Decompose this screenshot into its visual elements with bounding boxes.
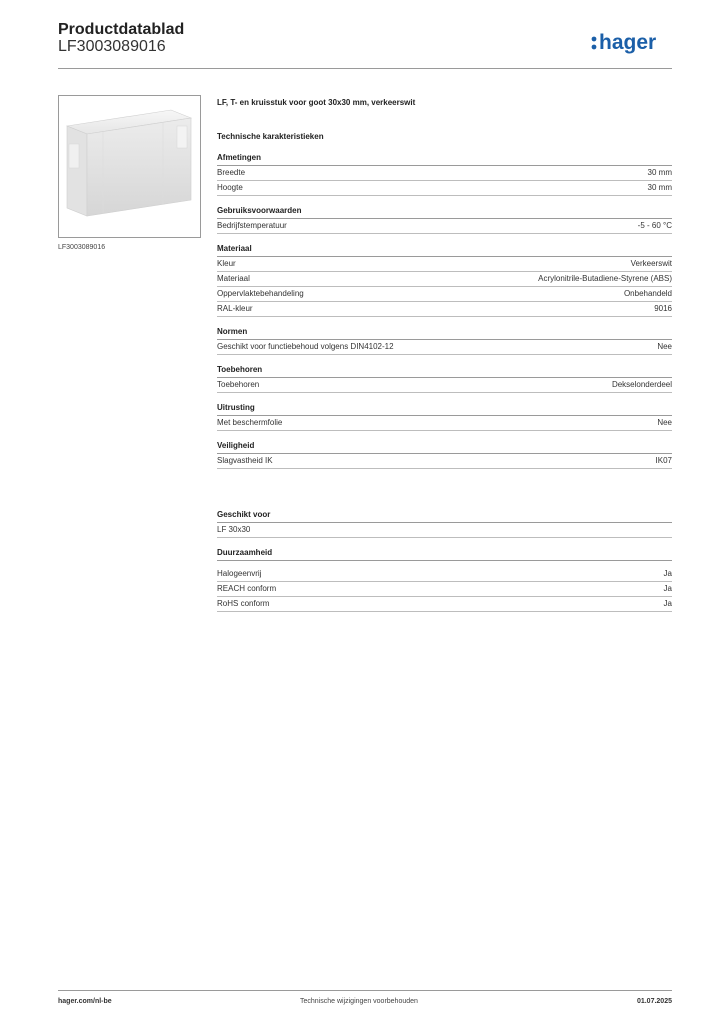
section-toebehoren bbox=[217, 364, 672, 393]
section-gebruiksvoorwaarden bbox=[217, 205, 672, 234]
spec-row bbox=[217, 181, 672, 196]
spec-value: Onbehandeld bbox=[623, 289, 672, 298]
spec-row bbox=[217, 523, 672, 538]
footer-disclaimer: Technische wijzigingen voorbehouden bbox=[300, 998, 418, 1005]
spec-value: Dekselonderdeel bbox=[611, 380, 672, 389]
section-materiaal bbox=[217, 243, 672, 317]
spec-row bbox=[217, 166, 672, 181]
spec-value: Ja bbox=[663, 569, 672, 578]
spec-label: LF 30x30 bbox=[217, 525, 251, 534]
spec-value: Verkeerswit bbox=[630, 259, 672, 268]
section-heading: Materiaal bbox=[217, 243, 672, 257]
spec-label: Met beschermfolie bbox=[217, 418, 283, 427]
spec-label: Oppervlaktebehandeling bbox=[217, 289, 304, 298]
spec-value: Ja bbox=[663, 599, 672, 608]
spec-label: Bedrijfstemperatuur bbox=[217, 221, 287, 230]
spec-label: REACH conform bbox=[217, 584, 277, 593]
section-uitrusting bbox=[217, 402, 672, 431]
section-normen bbox=[217, 326, 672, 355]
spec-label: Hoogte bbox=[217, 183, 243, 192]
hager-logo bbox=[591, 27, 675, 55]
spec-label: Toebehoren bbox=[217, 380, 260, 389]
spec-label: Breedte bbox=[217, 168, 246, 177]
spec-label: RAL-kleur bbox=[217, 304, 253, 313]
footer-date: 01.07.2025 bbox=[636, 998, 672, 1005]
document-title: Productdatablad bbox=[58, 21, 185, 38]
footer-website-link[interactable]: hager.com/nl-be bbox=[58, 998, 112, 1005]
section-afmetingen bbox=[217, 152, 672, 196]
section-veiligheid bbox=[217, 440, 672, 469]
spec-row bbox=[217, 567, 672, 582]
section-heading: Gebruiksvoorwaarden bbox=[217, 205, 672, 219]
spec-row bbox=[217, 219, 672, 234]
section-heading: Normen bbox=[217, 326, 672, 340]
spec-label: Halogeenvrij bbox=[217, 569, 262, 578]
spec-row bbox=[217, 272, 672, 287]
spec-row bbox=[217, 378, 672, 393]
svg-text:hager: hager bbox=[599, 31, 657, 54]
spec-content bbox=[217, 97, 672, 612]
product-code: LF3003089016 bbox=[58, 38, 166, 55]
spec-row bbox=[217, 416, 672, 431]
spec-value: Acrylonitrile-Butadiene-Styrene (ABS) bbox=[538, 274, 672, 283]
product-title: LF, T- en kruisstuk voor goot 30x30 mm, verkeerswit bbox=[217, 98, 416, 107]
spec-value: Ja bbox=[663, 584, 672, 593]
section-heading: Duurzaamheid bbox=[217, 547, 672, 561]
spec-row bbox=[217, 582, 672, 597]
technical-characteristics-title: Technische karakteristieken bbox=[217, 132, 324, 141]
spec-value: 30 mm bbox=[647, 168, 672, 177]
image-caption: LF3003089016 bbox=[58, 244, 106, 251]
spec-value: IK07 bbox=[655, 456, 672, 465]
spec-value: Nee bbox=[657, 342, 672, 351]
section-geschikt-voor bbox=[217, 509, 672, 538]
section-duurzaamheid bbox=[217, 547, 672, 612]
spec-value: 9016 bbox=[654, 304, 672, 313]
spec-value: 30 mm bbox=[647, 183, 672, 192]
header-divider bbox=[58, 68, 672, 69]
spec-row bbox=[217, 257, 672, 272]
spec-row bbox=[217, 597, 672, 612]
product-photo-icon bbox=[59, 96, 200, 237]
spec-label: RoHS conform bbox=[217, 599, 270, 608]
spec-row bbox=[217, 302, 672, 317]
section-heading: Geschikt voor bbox=[217, 509, 672, 523]
section-heading: Afmetingen bbox=[217, 152, 672, 166]
spec-value: Nee bbox=[657, 418, 672, 427]
section-heading: Veiligheid bbox=[217, 440, 672, 454]
spec-row bbox=[217, 287, 672, 302]
spec-label: Kleur bbox=[217, 259, 236, 268]
section-heading: Uitrusting bbox=[217, 402, 672, 416]
spec-value: -5 - 60 °C bbox=[637, 221, 672, 230]
section-heading: Toebehoren bbox=[217, 364, 672, 378]
spec-label: Slagvastheid IK bbox=[217, 456, 273, 465]
spec-label: Materiaal bbox=[217, 274, 250, 283]
spec-row bbox=[217, 340, 672, 355]
spec-label: Geschikt voor functiebehoud volgens DIN4102-12 bbox=[217, 342, 394, 351]
spec-row bbox=[217, 454, 672, 469]
product-image bbox=[58, 95, 201, 238]
footer-divider bbox=[58, 990, 672, 991]
